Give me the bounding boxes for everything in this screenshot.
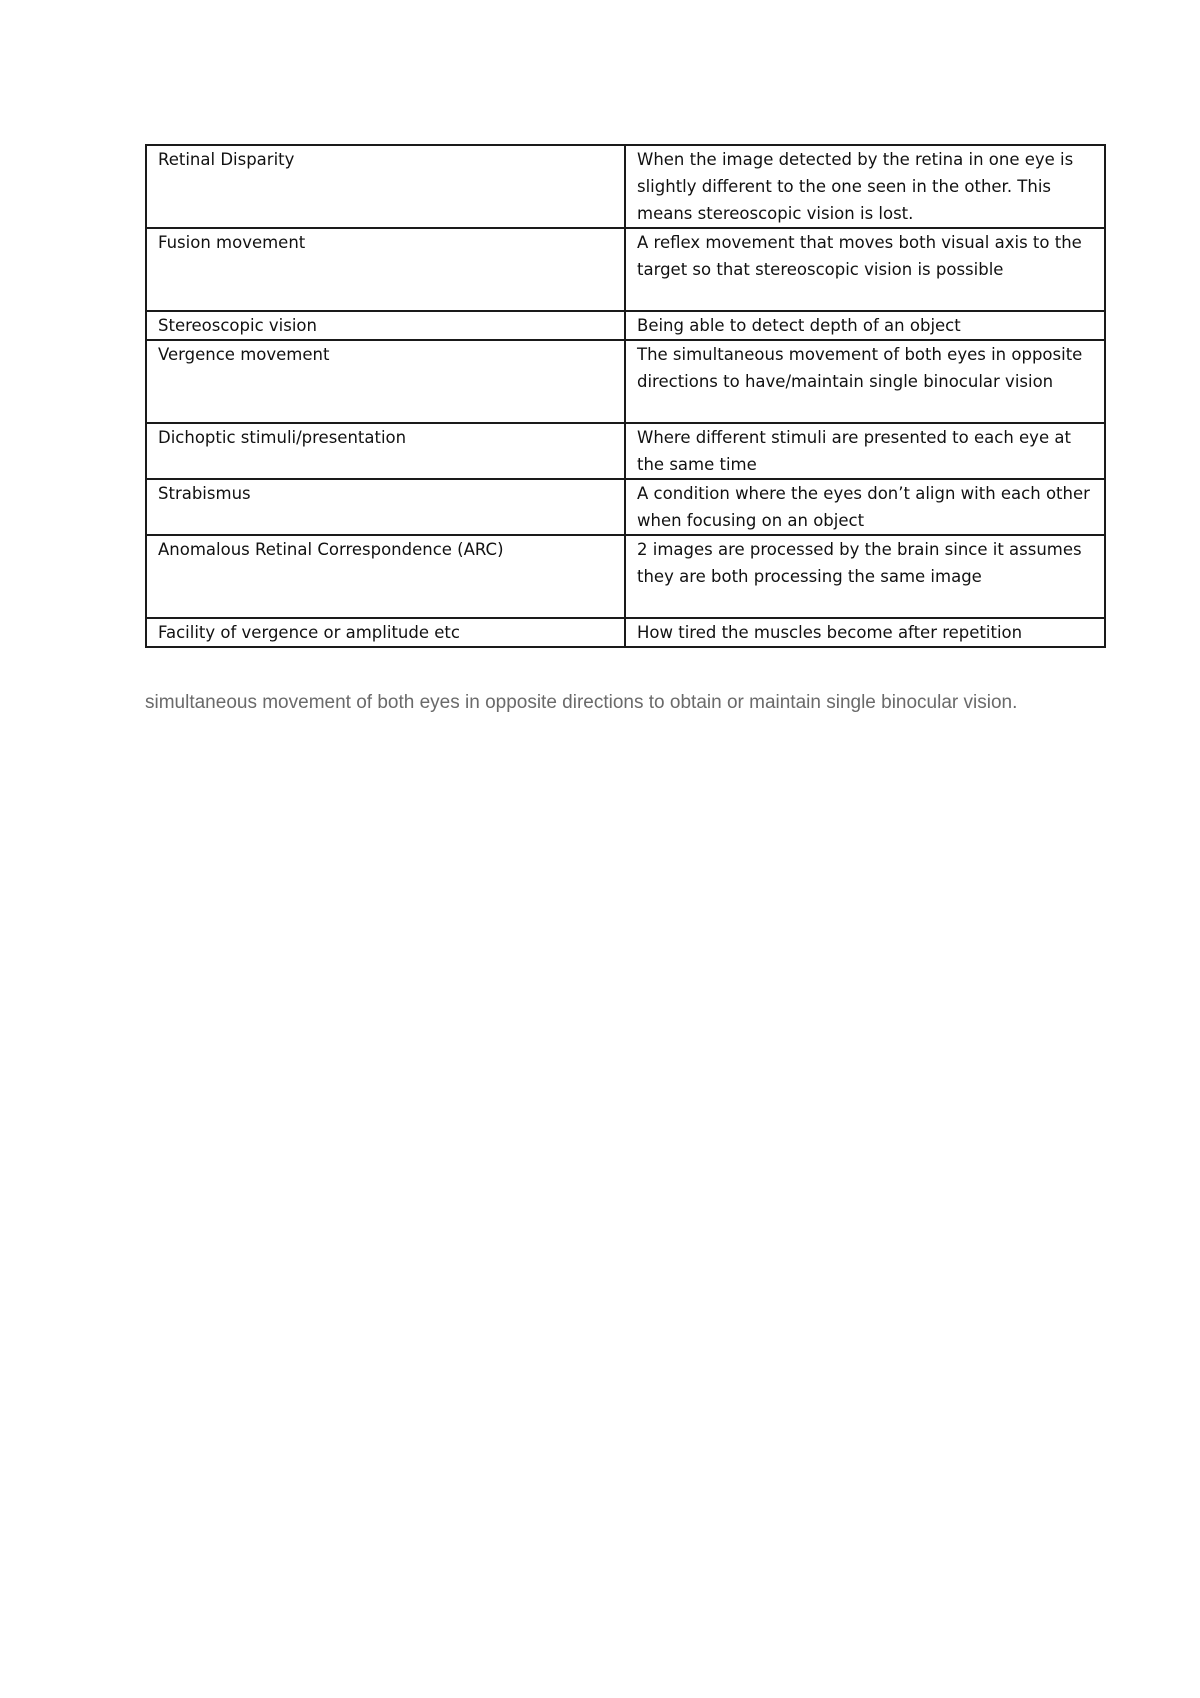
term-cell: Stereoscopic vision (146, 311, 625, 340)
table-row (146, 228, 1105, 311)
definition-cell: The simultaneous movement of both eyes in opposite directions to have/maintain single binocular vision (625, 340, 1105, 423)
table-row (146, 479, 1105, 535)
term-cell: Vergence movement (146, 340, 625, 423)
term-cell: Facility of vergence or amplitude etc (146, 618, 625, 647)
term-cell: Dichoptic stimuli/presentation (146, 423, 625, 479)
table-row (146, 535, 1105, 618)
definition-cell: Being able to detect depth of an object (625, 311, 1105, 340)
term-cell: Strabismus (146, 479, 625, 535)
note-paragraph: simultaneous movement of both eyes in opposite directions to obtain or maintain single binocular vision. (145, 692, 1018, 713)
definition-cell: How tired the muscles become after repetition (625, 618, 1105, 647)
term-cell: Anomalous Retinal Correspondence (ARC) (146, 535, 625, 618)
term-cell: Retinal Disparity (146, 145, 625, 228)
glossary-table (145, 144, 1106, 648)
definition-cell: Where different stimuli are presented to each eye at the same time (625, 423, 1105, 479)
term-cell: Fusion movement (146, 228, 625, 311)
table-row (146, 618, 1105, 647)
definition-cell: 2 images are processed by the brain since it assumes they are both processing the same image (625, 535, 1105, 618)
table-row (146, 423, 1105, 479)
definition-cell: When the image detected by the retina in one eye is slightly different to the one seen in the other. This means stereoscopic vision is lost. (625, 145, 1105, 228)
table-row (146, 145, 1105, 228)
definition-cell: A condition where the eyes don’t align with each other when focusing on an object (625, 479, 1105, 535)
table-row (146, 340, 1105, 423)
table-row (146, 311, 1105, 340)
definition-cell: A reflex movement that moves both visual axis to the target so that stereoscopic vision is possible (625, 228, 1105, 311)
